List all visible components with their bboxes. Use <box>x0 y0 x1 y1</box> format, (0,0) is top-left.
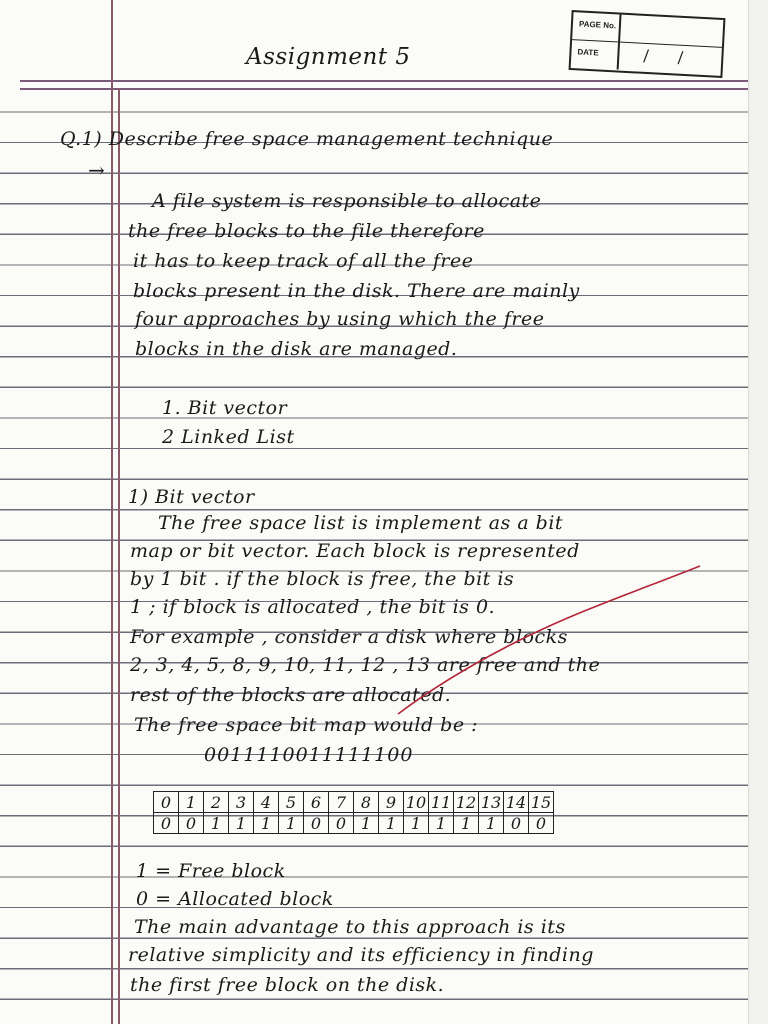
para1-line-3: it has to keep track of all the free <box>133 250 474 272</box>
section-line-2: map or bit vector. Each block is represented <box>130 540 580 562</box>
table-cell: 1 <box>404 813 429 834</box>
question-label: Q.1) Describe free space management technique <box>60 128 554 150</box>
table-cell: 1 <box>204 813 229 834</box>
section-line-1: The free space list is implement as a bit <box>158 512 564 534</box>
conclusion-line-2: relative simplicity and its efficiency in finding <box>128 944 594 966</box>
para1-line-2: the free blocks to the file therefore <box>128 220 485 242</box>
table-cell: 8 <box>354 792 379 813</box>
approach-1: 1. Bit vector <box>162 397 288 419</box>
section-line-4: 1 ; if block is allocated , the bit is 0. <box>130 596 496 618</box>
table-cell: 1 <box>429 813 454 834</box>
table-cell: 2 <box>204 792 229 813</box>
conclusion-line-3: the first free block on the disk. <box>130 974 445 996</box>
table-cell: 1 <box>279 813 304 834</box>
para1-line-4: blocks present in the disk. There are mainly <box>133 280 580 302</box>
section-line-6: 2, 3, 4, 5, 8, 9, 10, 11, 12 , 13 are free and the <box>130 654 601 676</box>
table-cell: 3 <box>229 792 254 813</box>
para1-line-6: blocks in the disk are managed. <box>135 338 458 360</box>
para1-line-1: A file system is responsible to allocate <box>152 190 542 212</box>
table-cell: 12 <box>454 792 479 813</box>
table-cell: 6 <box>304 792 329 813</box>
date-value: / / <box>642 45 696 68</box>
section-heading: 1) Bit vector <box>128 486 255 508</box>
table-cell: 1 <box>379 813 404 834</box>
table-cell: 0 <box>504 813 529 834</box>
table-cell: 0 <box>529 813 554 834</box>
table-cell: 1 <box>254 813 279 834</box>
table-cell: 0 <box>329 813 354 834</box>
table-cell: 1 <box>479 813 504 834</box>
approach-2: 2 Linked List <box>162 426 295 448</box>
table-cell: 10 <box>404 792 429 813</box>
para1-line-5: four approaches by using which the free <box>135 308 545 330</box>
date-label: DATE <box>577 47 599 58</box>
table-cell: 5 <box>279 792 304 813</box>
table-cell: 0 <box>154 813 179 834</box>
table-cell: 0 <box>179 813 204 834</box>
table-cell: 9 <box>379 792 404 813</box>
table-cell: 11 <box>429 792 454 813</box>
section-line-8: The free space bit map would be : <box>134 714 479 736</box>
page-no-label: PAGE No. <box>578 19 617 31</box>
page-title: Assignment 5 <box>246 44 411 70</box>
section-line-3: by 1 bit . if the block is free, the bit is <box>130 568 515 590</box>
table-cell: 1 <box>354 813 379 834</box>
legend-free: 1 = Free block <box>136 860 286 882</box>
answer-arrow: → <box>88 158 106 182</box>
conclusion-line-1: The main advantage to this approach is its <box>134 916 566 938</box>
table-cell: 0 <box>304 813 329 834</box>
legend-allocated: 0 = Allocated block <box>136 888 334 910</box>
section-line-7: rest of the blocks are allocated. <box>130 684 452 706</box>
table-cell: 1 <box>179 792 204 813</box>
table-cell: 0 <box>154 792 179 813</box>
section-line-5: For example , consider a disk where blocks <box>130 626 568 648</box>
table-cell: 14 <box>504 792 529 813</box>
table-cell: 15 <box>529 792 554 813</box>
table-cell: 1 <box>454 813 479 834</box>
table-cell: 7 <box>329 792 354 813</box>
table-cell: 4 <box>254 792 279 813</box>
bit-map-string: 0011110011111100 <box>204 744 414 766</box>
table-cell: 13 <box>479 792 504 813</box>
table-cell: 1 <box>229 813 254 834</box>
